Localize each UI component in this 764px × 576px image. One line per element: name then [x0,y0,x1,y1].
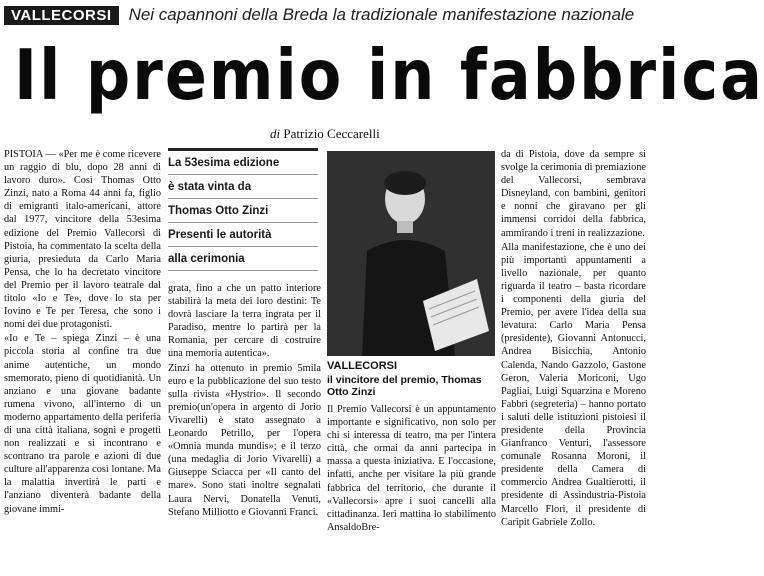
byline-prefix: di [270,126,281,141]
paragraph: Alla manifestazione, che è uno dei più importanti appuntamenti a livello nazionale, per quanto riguarda il teatro – basta ricordare i componenti della giuria del Premio, per avere l'idea della sua levatura: Carlo Maria Pensa (presidente), Giovanni Antonucci, Andrea Bisicchia, Antonio Calenda, Nando Gazzolo, Gastone Geron, Valeria Moriconi, Ugo Pagliai, Luigi Squarzina e Moreno Fabbri (segreteria) – hanno portato i saluti delle istituzioni pistoiesi il presidente della Provincia Gianfranco Venturi, l'assessore comunale Rosanna Moroni, il presidente della Camera di commercio Andrea Gualtierotti, il presidente di Assindustria-Pistoia Marcello Flori, il presidente di Caripit Gabriele Zollo. [501,241,646,528]
paragraph: Zinzi ha ottenuto in premio 5mila euro e la pubblicazione del suo testo sulla rivista «Hystrio». Il secondo premio(un'opera in argento di Jorio Vivarelli) è stato assegnato a Leonardo Petrillo, per l'opera «Omnia munda mundis»; e il terzo (una medaglia di Jorio Vivarelli) a Giuseppe Sciacca per «Il canto del mare». Sono stati inoltre segnalati Laura Nervi, Donatella Venuti, Stefano Milliotto e Giovanni Franci. [168,362,321,518]
winner-photo [327,151,495,356]
photo-caption: il vincitore del premio, Thomas Otto Zinzi [327,374,482,398]
highlight-line: alla cerimonia [168,249,318,271]
article-column-4 [501,148,646,572]
kicker-bar [4,4,634,26]
paragraph: da di Pistoia, dove da sempre si svolge la cerimonia di premiazione del Vallecorsi, sembrava Disneyland, con bambini, genitori e nonni che giravano per gli immensi corridoi della fabbrica, ammirando i treni in realizzazione. [501,149,646,239]
person-photo-illustration [327,151,495,356]
paragraph: grata, fino a che un patto interiore stabilirà la meta dei loro destini: Te dovrà lasciare la terra ingrata per il Paradiso, mentre lo partirà per la Romania, per cercare di costruire una memoria autentica». [168,283,321,360]
byline-author: Patrizio Ceccarelli [283,126,380,141]
paragraph: PISTOIA — «Per me è come ricevere un raggio di blu, dopo 28 anni di lavoro duro». Così Thomas Otto Zinzi, nato a Roma 44 anni fa, figlio di emigranti italo-americani, attore dal 1977, vincitore della 53esima edizione del Premio Vallecorsi di Pistoia, ha commentato la scelta della giuria, presieduta da Carlo Maria Pensa, che lo ha decretato vincitore del Premio per il lavoro teatrale dal titolo «Io e Te», dove lo sta per Iovino e Te per Teresa, che sono i nomi dei due protagonisti. [4,149,161,331]
highlight-line: è stata vinta da [168,177,318,199]
kicker-text: Nei capannoni della Breda la tradizionale manifestazione nazionale [128,5,635,24]
highlight-line: La 53esima edizione [168,148,318,175]
headline: Il premio in fabbrica [14,34,764,116]
article-column-1 [4,148,161,572]
section-tag: VALLECORSI [4,6,119,25]
caption-tag: VALLECORSI [327,360,398,372]
article-column-2 [168,282,321,572]
paragraph: Il Premio Vallecorsi è un appuntamento importante e significativo, non solo per chi si interessa di teatro, ma per l'intera città, che ormai da anni partecipa in massa a questa iniziativa. E l'occasione, infatti, anche per visitare la più grande fabbrica del territorio, che durante il «Vallecorsi» apre i suoi cancelli alla cittadinanza. Ieri mattina lo stabilimento AnsaldoBre- [327,404,496,533]
byline [270,126,380,142]
highlight-box [168,148,318,278]
article-column-3 [327,403,496,572]
highlight-line: Presenti le autorità [168,225,318,247]
paragraph: «Io e Te – spiega Zinzi – è una piccola storia al confine tra due anime autentiche, un mondo smemorato, pieno di quotidianità. Un anziano e una giovane badante rumena vivono, all'interno di un moderno appartamento della periferia di una città italiana, sogni e progetti non realizzati e si incontrano e scontrano tra parole e azioni di due culture all'apparenza così lontane. Ma la malattia invertirà le parti e l'anziano diventerà badante della giovane immi- [4,333,161,515]
highlight-line: Thomas Otto Zinzi [168,201,318,223]
